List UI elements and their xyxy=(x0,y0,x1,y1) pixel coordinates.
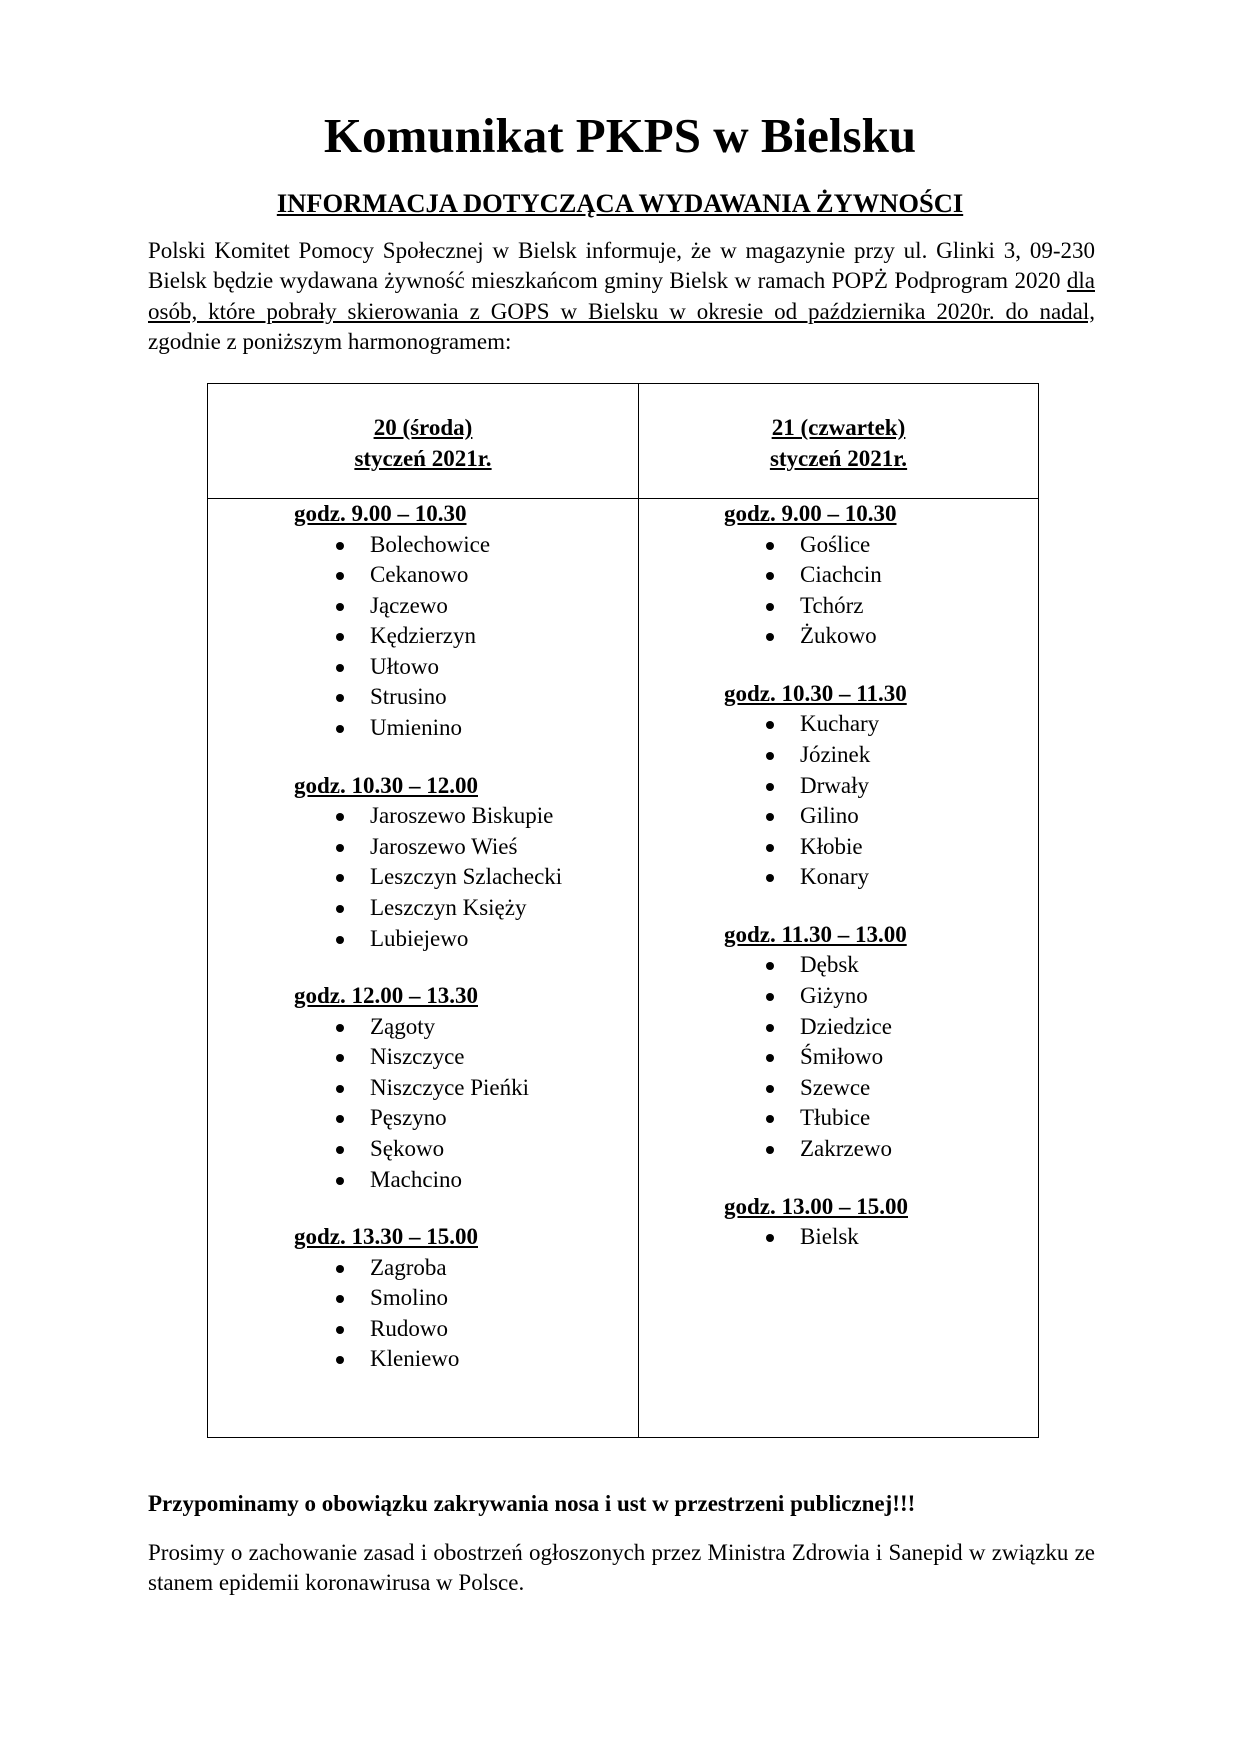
village-list xyxy=(724,1222,1038,1253)
village-list xyxy=(294,530,638,744)
village-list-item: Kleniewo xyxy=(294,1344,638,1375)
village-list-item: Żukowo xyxy=(724,621,1038,652)
reminder-text: Przypominamy o obowiązku zakrywania nosa i ust w przestrzeni publicznej!!! xyxy=(148,1491,916,1516)
village-list xyxy=(294,801,638,954)
village-list-item: Niszczyce xyxy=(294,1042,638,1073)
time-slot xyxy=(294,771,638,954)
time-slot xyxy=(294,499,638,744)
time-slot-label: godz. 12.00 – 13.30 xyxy=(294,983,478,1009)
village-list-item: Jaroszewo Biskupie xyxy=(294,801,638,832)
village-list-item: Strusino xyxy=(294,682,638,713)
time-slot xyxy=(294,1222,638,1375)
village-list-item: Kuchary xyxy=(724,709,1038,740)
village-list-item: Jączewo xyxy=(294,591,638,622)
time-slot-label: godz. 9.00 – 10.30 xyxy=(724,501,897,526)
time-slot-label: godz. 10.30 – 12.00 xyxy=(294,772,478,798)
day-schedule-cell xyxy=(208,499,639,1438)
village-list-item: Zakrzewo xyxy=(724,1134,1038,1165)
village-list-item: Leszczyn Księży xyxy=(294,893,638,924)
request-text: Prosimy o zachowanie zasad i obostrzeń ogłoszonych przez Ministra Zdrowia i Sanepid w związku ze stanem epidemii koronawirusa w Polsce. xyxy=(148,1540,1095,1596)
page-subtitle: INFORMACJA DOTYCZĄCA WYDAWANIA ŻYWNOŚCI xyxy=(276,188,964,218)
village-list-item: Dziedzice xyxy=(724,1012,1038,1043)
village-list-item: Ciachcin xyxy=(724,560,1038,591)
page-title: Komunikat PKPS w Bielsku xyxy=(323,108,917,163)
village-list-item: Dębsk xyxy=(724,950,1038,981)
time-slot-label: godz. 10.30 – 11.30 xyxy=(724,680,907,706)
village-list-item: Jaroszewo Wieś xyxy=(294,832,638,863)
village-list-item: Leszczyn Szlachecki xyxy=(294,862,638,893)
intro-paragraph xyxy=(148,236,1095,357)
village-list-item: Gilino xyxy=(724,801,1038,832)
day-header xyxy=(208,384,639,499)
village-list-item: Ułtowo xyxy=(294,652,638,683)
village-list-item: Lubiejewo xyxy=(294,924,638,955)
schedule-header-row xyxy=(208,384,1039,499)
village-list-item: Pęszyno xyxy=(294,1103,638,1134)
village-list-item: Smolino xyxy=(294,1283,638,1314)
time-slot xyxy=(724,679,1038,893)
time-slot xyxy=(294,981,638,1195)
village-list-item: Goślice xyxy=(724,530,1038,561)
time-slot xyxy=(724,1192,1038,1253)
time-slot-list xyxy=(639,499,1038,1253)
village-list-item: Bolechowice xyxy=(294,530,638,561)
village-list-item: Cekanowo xyxy=(294,560,638,591)
village-list xyxy=(724,950,1038,1164)
time-slot-list xyxy=(208,499,638,1375)
village-list xyxy=(294,1012,638,1196)
village-list-item: Machcino xyxy=(294,1165,638,1196)
village-list-item: Tłubice xyxy=(724,1103,1038,1134)
village-list-item: Tchórz xyxy=(724,591,1038,622)
village-list-item: Szewce xyxy=(724,1073,1038,1104)
village-list-item: Kędzierzyn xyxy=(294,621,638,652)
village-list xyxy=(294,1253,638,1375)
village-list-item: Konary xyxy=(724,862,1038,893)
time-slot-label: godz. 13.00 – 15.00 xyxy=(724,1193,908,1219)
day-header xyxy=(639,384,1039,499)
day-schedule-cell xyxy=(639,499,1039,1438)
village-list-item: Śmiłowo xyxy=(724,1042,1038,1073)
village-list-item: Sękowo xyxy=(294,1134,638,1165)
village-list-item: Umienino xyxy=(294,713,638,744)
village-list-item: Józinek xyxy=(724,740,1038,771)
village-list-item: Zagroba xyxy=(294,1253,638,1284)
day-label: 21 (czwartek) xyxy=(771,415,906,440)
intro-text-end: zgodnie z poniższym harmonogramem: xyxy=(148,328,512,354)
village-list xyxy=(724,530,1038,652)
village-list-item: Zągoty xyxy=(294,1012,638,1043)
village-list-item: Niszczyce Pieńki xyxy=(294,1073,638,1104)
village-list-item: Rudowo xyxy=(294,1314,638,1345)
intro-text-start: Polski Komitet Pomocy Społecznej w Bielsk informuje, że w magazynie przy ul. Glinki 3, 09-230 Bielsk będzie wydawana żywność mieszkańcom gminy Bielsk w ramach POPŻ Podprogram 2020 xyxy=(148,238,1095,294)
time-slot xyxy=(724,499,1038,652)
village-list xyxy=(724,709,1038,893)
village-list-item: Kłobie xyxy=(724,832,1038,863)
intro-text-underlined: dla osób, które pobrały skierowania z GOPS w Bielsku w okresie od października 2020r. do nadal, xyxy=(148,268,1095,324)
time-slot-label: godz. 11.30 – 13.00 xyxy=(724,921,907,947)
schedule-body-row xyxy=(208,499,1039,1438)
time-slot-label: godz. 13.30 – 15.00 xyxy=(294,1224,478,1250)
village-list-item: Drwały xyxy=(724,771,1038,802)
month-label: styczeń 2021r. xyxy=(769,445,908,471)
schedule-table xyxy=(207,383,1039,1438)
village-list-item: Giżyno xyxy=(724,981,1038,1012)
time-slot-label: godz. 9.00 – 10.30 xyxy=(294,501,467,526)
time-slot xyxy=(724,920,1038,1165)
village-list-item: Bielsk xyxy=(724,1222,1038,1253)
month-label: styczeń 2021r. xyxy=(354,445,492,471)
day-label: 20 (środa) xyxy=(373,415,473,440)
